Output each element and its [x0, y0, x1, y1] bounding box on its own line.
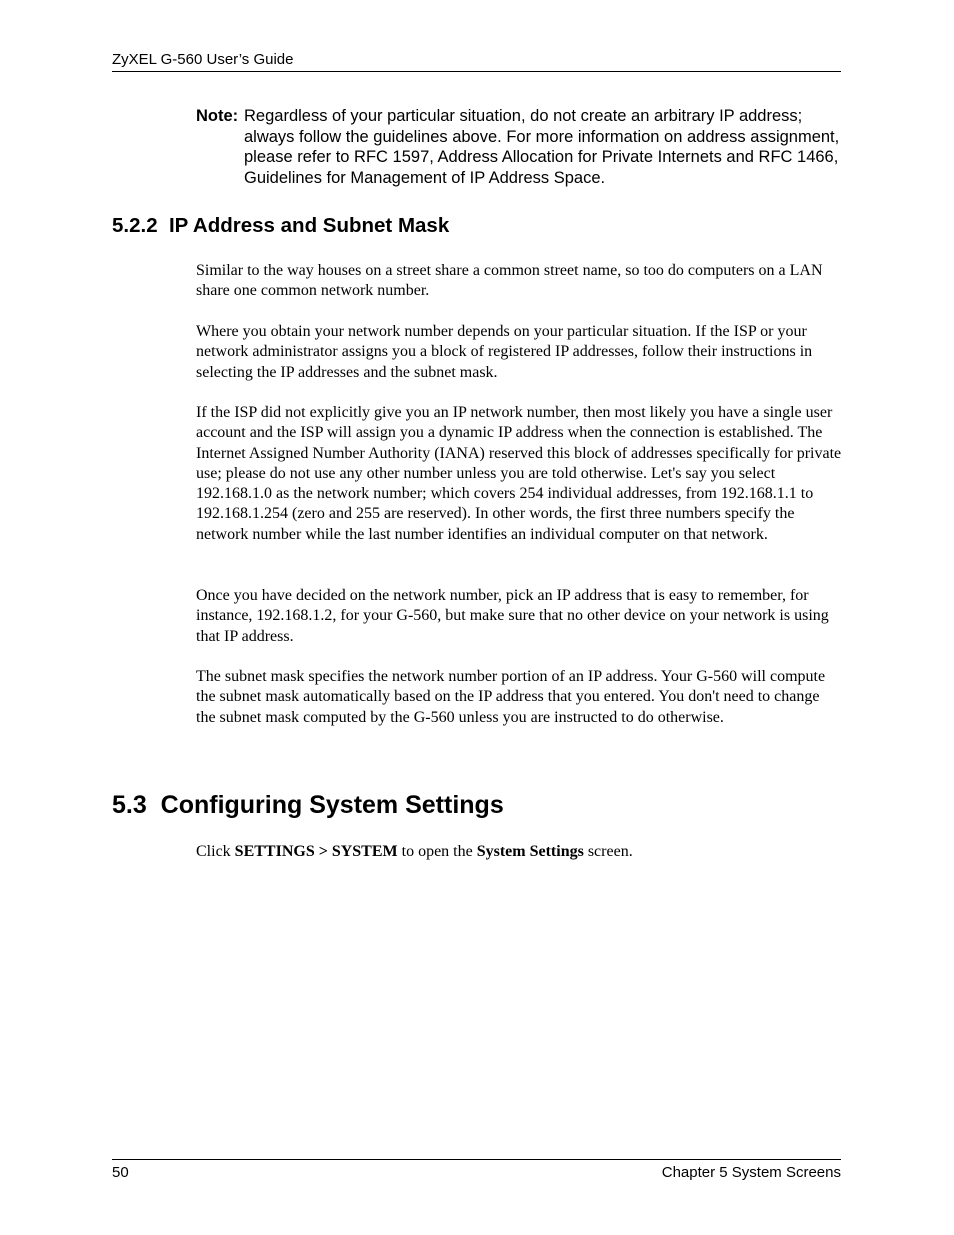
note-label: Note: [196, 107, 239, 125]
paragraph-lan-network-number: Similar to the way houses on a street share a common street name, so too do computers on a LAN share one common network number. [196, 262, 823, 300]
running-header [112, 50, 841, 72]
guide-title: ZyXEL G-560 User’s Guide [112, 51, 294, 68]
running-footer [112, 1159, 841, 1181]
section-heading-5-2-2: 5.2.2 IP Address and Subnet Mask [112, 214, 450, 237]
page-number: 50 [112, 1164, 129, 1181]
instruction-prefix: Click [196, 843, 235, 860]
menu-path: SETTINGS > SYSTEM [234, 843, 398, 860]
screen-name: System Settings [476, 843, 584, 860]
paragraph-subnet-mask: The subnet mask specifies the network number portion of an IP address. Your G-560 will compute the subnet mask automatically based on the IP address that you entered. You don't need to change the subnet mask computed by the G-560 unless you are instructed to do otherwise. [196, 668, 826, 726]
instruction-suffix: screen. [583, 843, 633, 860]
paragraph-pick-ip-address: Once you have decided on the network number, pick an IP address that is easy to remember, for instance, 192.168.1.2, for your G-560, but make sure that no other device on your network is using that IP address. [196, 587, 829, 645]
instruction-paragraph [196, 842, 842, 862]
section-heading-5-3: 5.3 Configuring System Settings [112, 791, 504, 819]
chapter-title: Chapter 5 System Screens [661, 1164, 841, 1181]
note-block [196, 106, 846, 188]
paragraph-isp-dynamic-ip: If the ISP did not explicitly give you an IP network number, then most likely you have a single user account and the ISP will assign you a dynamic IP address when the connection is established. The Internet Assigned Number Authority (IANA) reserved this block of addresses specifically for private use; please do not use any other number unless you are told otherwise. Let's say you select 192.168.1.0 as the network number; which covers 254 individual addresses, from 192.168.1.1 to 192.168.1.254 (zero and 255 are reserved). In other words, the first three numbers specify the network number while the last number identifies an individual computer on that network. [196, 404, 842, 543]
paragraph-obtain-network-number: Where you obtain your network number depends on your particular situation. If the ISP or your network administrator assigns you a block of registered IP addresses, follow their instructions in selecting the IP addresses and the subnet mask. [196, 323, 813, 381]
instruction-middle: to open the [397, 843, 477, 860]
note-text: Regardless of your particular situation, do not create an arbitrary IP address; always follow the guidelines above. For more information on address assignment, please refer to RFC 1597, Address Allocation for Private Internets and RFC 1466, Guidelines for Management of IP Address Space. [244, 107, 840, 187]
